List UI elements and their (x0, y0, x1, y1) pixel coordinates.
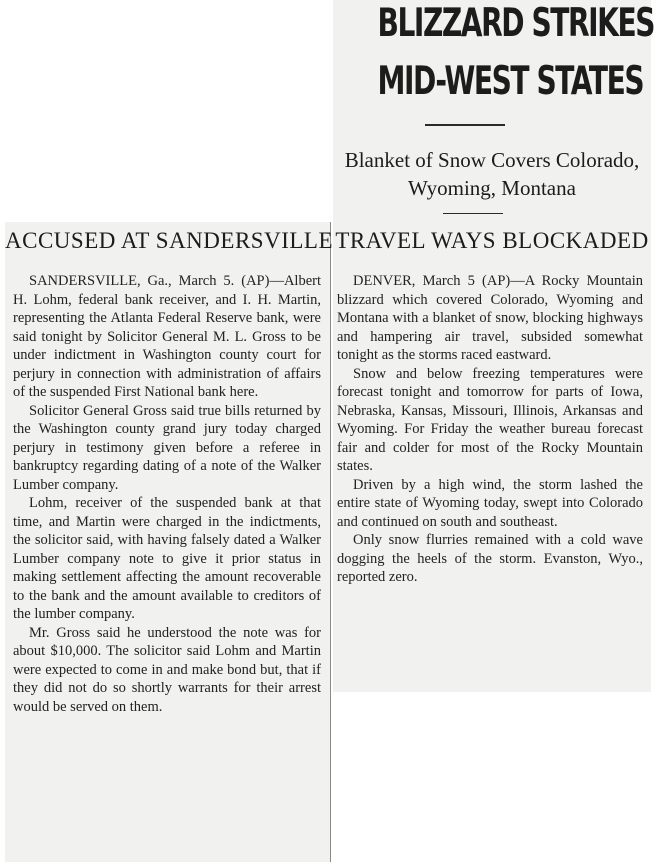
blizzard-paragraph-2: Snow and below freezing temperatures were forecast tonight and tomorrow for parts of Iowa, Nebraska, Kansas, Missouri, Illinois, Arkansas and Wyoming. For Friday the weather bureau forecast fair and colder for most of the Rocky Mountain states. (337, 365, 643, 474)
sandersville-paragraph-1: SANDERSVILLE, Ga., March 5. (AP)—Albert H. Lohm, federal bank receiver, and I. H. Martin, representing the Atlanta Federal Reserve bank, were said tonight by Solicitor General M. L. Gross to be under indictment in Washington county court for perjury in connection with administration of affairs of the suspended First National bank here. (13, 273, 321, 400)
blizzard-body (337, 272, 643, 587)
sandersville-paragraph-3: Lohm, receiver of the suspended bank at that time, and Martin were charged in the indictments, the solicitor said, with having falsely dated a Walker Lumber company note to give it prior status in making settlement affecting the amount recoverable to the bank and the amount available to creditors of the lumber company. (13, 495, 321, 622)
blizzard-headline-line-2: MID-WEST STATES (377, 59, 644, 104)
blizzard-paragraph-3: Driven by a high wind, the storm lashed the entire state of Wyoming today, swept into Colorado and continued on south and southeast. (337, 476, 643, 530)
sandersville-body (13, 272, 321, 716)
blizzard-section-head: TRAVEL WAYS BLOCKADED (335, 228, 649, 253)
article-sandersville (5, 222, 331, 862)
blizzard-paragraph-1: DENVER, March 5 (AP)—A Rocky Mountain blizzard which covered Colorado, Wyoming and Montana with a blanket of snow, blocking highways and hampering air travel, subsided somewhat tonight as the storms raced eastward. (337, 273, 643, 363)
blizzard-headline-line-1: BLIZZARD STRIKES (377, 1, 654, 46)
blizzard-subhead: Blanket of Snow Covers Colorado, Wyoming, Montana (344, 148, 640, 200)
sandersville-paragraph-4: Mr. Gross said he understood the note was for about $10,000. The solicitor said Lohm and Martin were expected to come in and make bond but, that if they did not do so shortly warrants for their arrest would be served on them. (13, 624, 321, 715)
blank-margin-top-left (0, 0, 340, 222)
sandersville-headline: ACCUSED AT SANDERSVILLE (5, 228, 333, 253)
article-blizzard (333, 0, 654, 692)
subhead-divider (443, 213, 503, 214)
sandersville-paragraph-2: Solicitor General Gross said true bills returned by the Washington county grand jury today charged perjury in testimony given before a referee in bankruptcy regarding dating of a note of the Walker Lumber company. (13, 402, 321, 493)
blizzard-paragraph-4: Only snow flurries remained with a cold wave dogging the heels of the storm. Evanston, Wyo., reported zero. (337, 532, 643, 585)
headline-divider (425, 124, 505, 126)
